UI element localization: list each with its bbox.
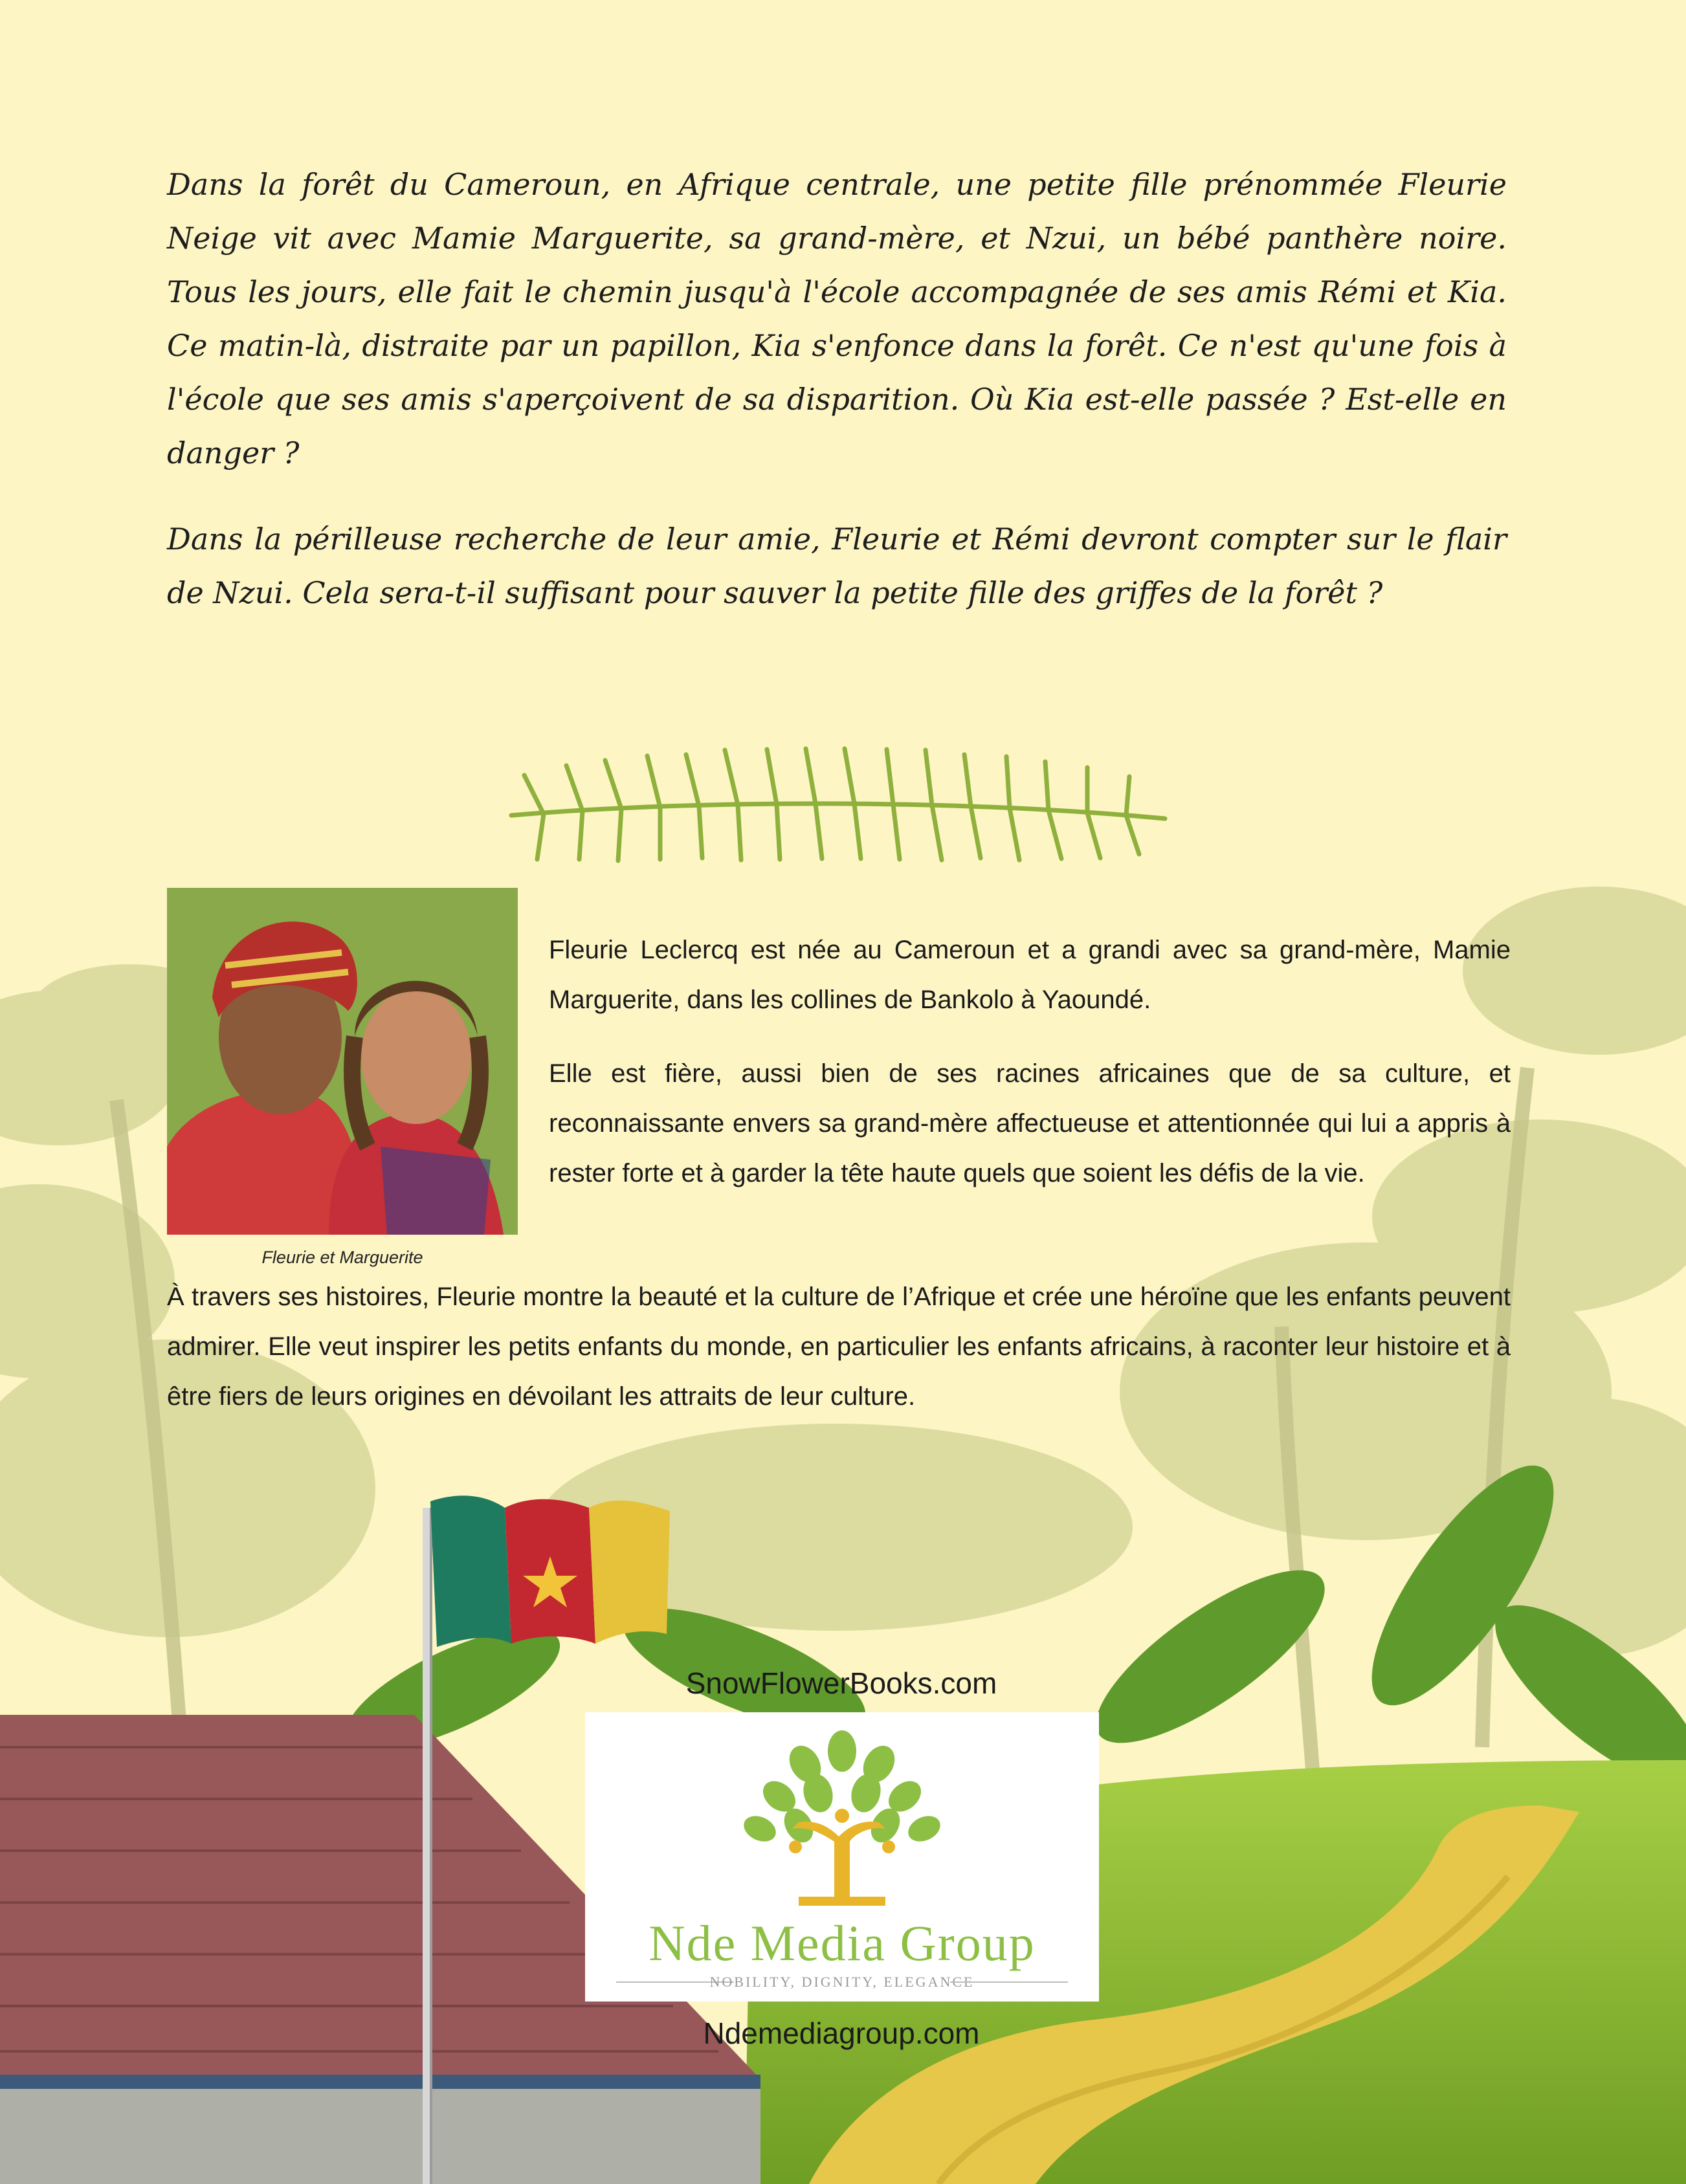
blurb-paragraph-1: Dans la forêt du Cameroun, en Afrique centrale, une petite fille prénommée Fleurie Neige vit avec Mamie Marguerite, sa grand-mère, et Nzui, un bébé panthère noire. Tous les jours, elle fait le chemin jusqu'à l'école accompagnée de ses amis Rémi et Kia. Ce matin-là, distraite par un papillon, Kia s'enfonce dans la forêt. Ce n'est qu'une fois à l'école que ses amis s'aperçoivent de sa disparition. Où Kia est-elle passée ? Est-elle en danger ? <box>167 167 1507 470</box>
blurb-paragraph-2: Dans la périlleuse recherche de leur amie, Fleurie et Rémi devront compter sur le flair de Nzui. Cela sera-t-il suffisant pour sauver la petite fille des griffes de la forêt ? <box>167 522 1507 610</box>
palm-frond-ornament-icon <box>505 738 1171 867</box>
photo-caption: Fleurie et Marguerite <box>261 1248 423 1267</box>
publisher-logo <box>585 1712 1099 2002</box>
author-bio-paragraph-3: À travers ses histoires, Fleurie montre la beauté et la culture de l’Afrique et crée une héroïne que les enfants peuvent admirer. Elle veut inspirer les petits enfants du monde, en particulier les enfants africains, à raconter leur histoire et à être fiers de leurs origines en dévoilant les attraits de leur culture. <box>167 1283 1511 1411</box>
publisher-name: Nde Media Group <box>649 1915 1036 1971</box>
logo-divider-right <box>950 1981 1068 1983</box>
website-ndemediagroup[interactable]: Ndemediagroup.com <box>703 2016 980 2050</box>
tree-of-people-logo-icon <box>585 1712 1099 1913</box>
author-photo <box>167 888 518 1235</box>
website-snowflowerbooks[interactable]: SnowFlowerBooks.com <box>685 1666 997 1700</box>
cameroon-flag-icon <box>421 1488 680 1670</box>
author-bio-paragraph-1: Fleurie Leclercq est née au Cameroun et a grandi avec sa grand-mère, Mamie Marguerite, dans les collines de Bankolo à Yaoundé. <box>549 936 1511 1014</box>
author-bio-paragraph-2: Elle est fière, aussi bien de ses racines africaines que de sa culture, et reconnaissante envers sa grand-mère affectueuse et attentionnée qui lui a appris à rester forte et à garder la tête haute quels que soient les défis de la vie. <box>549 1059 1511 1187</box>
publisher-tagline: NOBILITY, DIGNITY, ELEGANCE <box>709 1974 975 1990</box>
